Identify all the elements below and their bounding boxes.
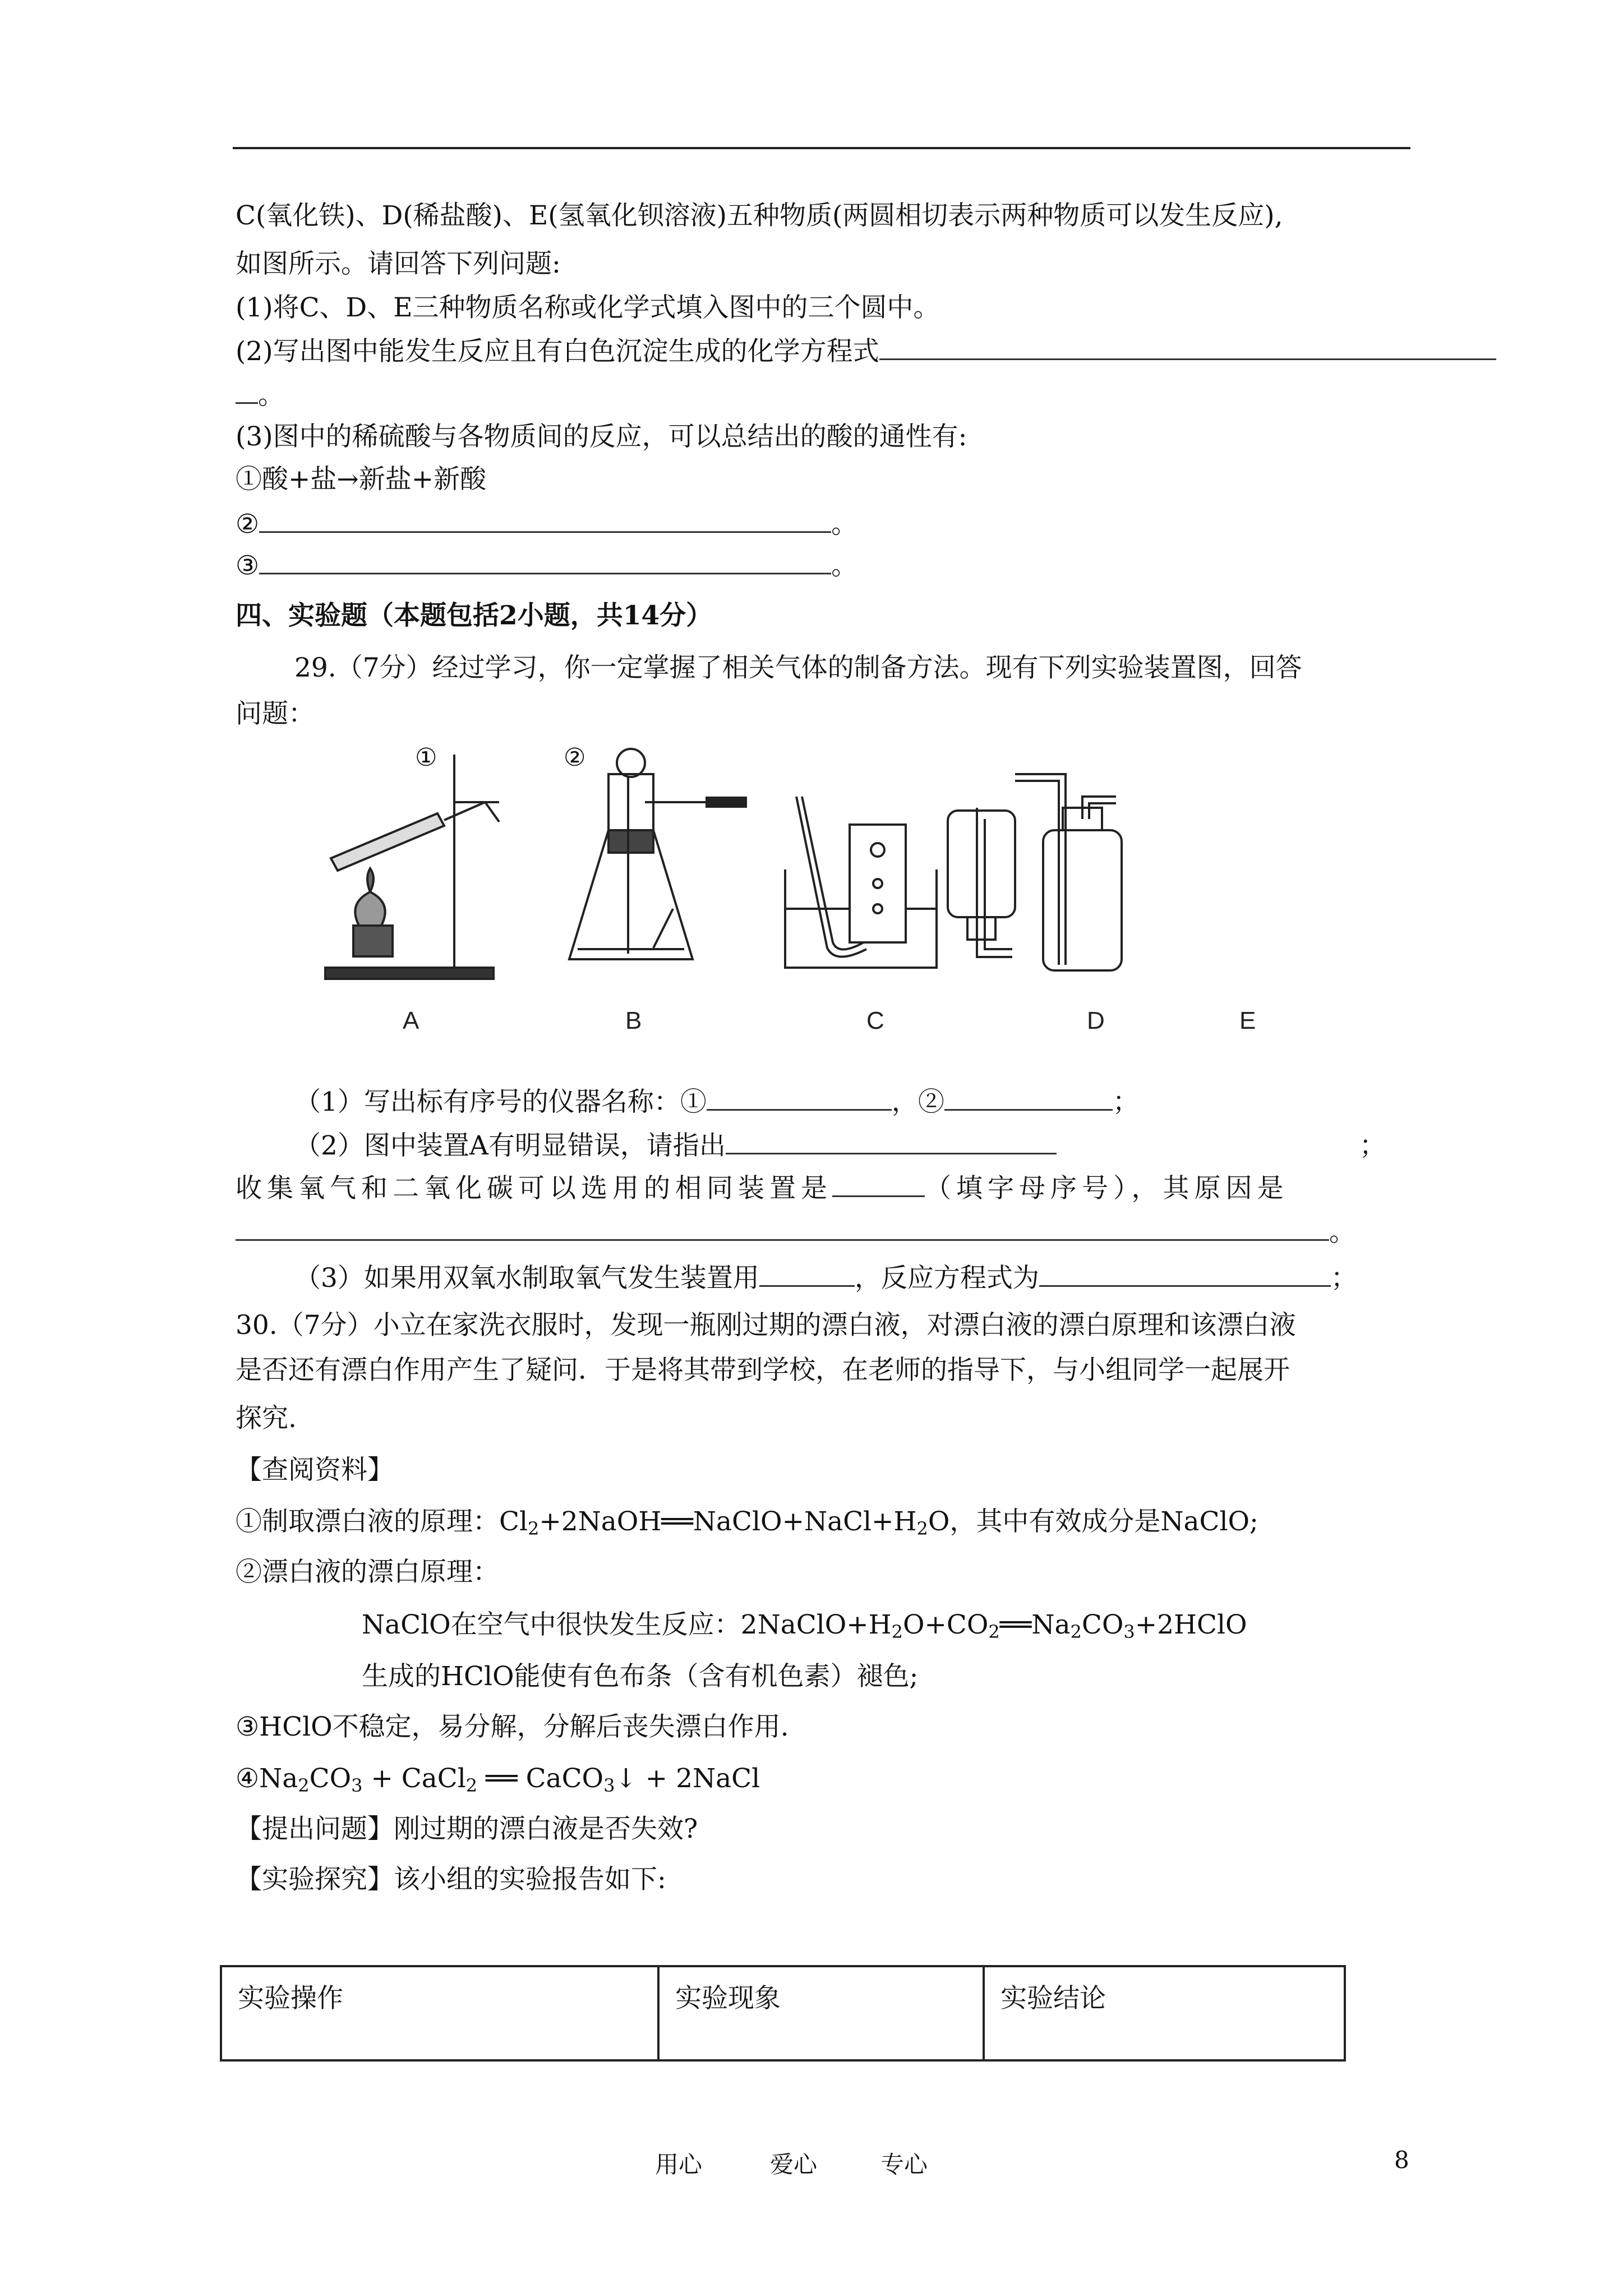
text-line: （3）如果用双氧水制取氧气发生装置用 ，反应方程式为 ； (294, 1260, 1357, 1297)
header-rule (233, 147, 1410, 149)
text-line: 探究. (236, 1403, 297, 1434)
text-line: 【提出问题】刚过期的漂白液是否失效? (236, 1814, 698, 1844)
text-line: C(氧化铁)、D(稀盐酸)、E(氢氧化钡溶液)五种物质(两圆相切表示两种物质可以发生反应), (236, 200, 1283, 231)
instrument-marker-2: ② (564, 743, 586, 772)
answer-blank[interactable] (726, 1128, 1057, 1154)
footer-motto: 用心 (655, 2151, 703, 2178)
text-line: （2）图中装置A有明显错误，请指出 ； (294, 1128, 1386, 1165)
text-line: 29.（7分）经过学习，你一定掌握了相关气体的制备方法。现有下列实验装置图，回答 (294, 652, 1302, 683)
text-line: ①制取漂白液的原理：$Cl_2+2NaOH══NaClO+NaCl+H_2O$，其中有效成分是NaClO; (236, 1506, 1258, 1539)
text-line: $④Na_2CO_3$ + CaCl$_2$ ══ CaCO$_3$↓ + 2NaCl (236, 1763, 760, 1796)
text-line: (1)将C、D、E三种物质名称或化学式填入图中的三个圆中。 (236, 292, 940, 323)
footer-motto: 爱心 (770, 2151, 818, 2178)
answer-blank[interactable] (259, 507, 831, 533)
answer-blank[interactable] (236, 1214, 1329, 1241)
answer-blank[interactable] (759, 1260, 855, 1287)
figure-label-c: C (866, 1007, 884, 1034)
text-line: 如图所示。请回答下列问题: (236, 249, 561, 279)
text-line: ② 。 (236, 506, 857, 543)
text-line: 【实验探究】该小组的实验报告如下: (236, 1864, 666, 1895)
section-heading: 四、实验题（本题包括2小题，共14分） (236, 600, 713, 631)
answer-blank[interactable] (879, 334, 1496, 360)
apparatus-diagram (314, 740, 1301, 1055)
text-line: 收集氧气和二氧化碳可以选用的相同装置是 （填字母序号），其原因是 (236, 1170, 1289, 1207)
text-line: 生成的HClO能使有色布条（含有机色素）褪色; (362, 1661, 919, 1692)
figure-label-a: A (403, 1007, 419, 1034)
answer-blank[interactable] (1039, 1260, 1331, 1287)
table-header-row (221, 1966, 1345, 2060)
figure-label-d: D (1087, 1007, 1105, 1034)
table-header-cell: 实验现象 (658, 1966, 984, 2060)
answer-blank[interactable] (832, 1171, 925, 1197)
answer-blank[interactable] (259, 548, 831, 574)
text-line: ①酸+盐→新盐+新酸 (236, 464, 487, 495)
footer-motto: 专心 (880, 2151, 928, 2178)
text-line: 。 (236, 377, 284, 414)
table-header-cell: 实验结论 (984, 1966, 1345, 2060)
text-line: （1）写出标有序号的仪器名称：① ，② ； (294, 1084, 1139, 1121)
experiment-report-table (220, 1965, 1346, 2062)
text-line: NaClO在空气中很快发生反应：$2NaClO+H_2O+CO_2══Na_2CO_3+2HClO$ (362, 1609, 1247, 1642)
text-line: (3)图中的稀硫酸与各物质间的反应，可以总结出的酸的通性有: (236, 421, 967, 452)
answer-blank[interactable] (236, 378, 258, 404)
table-header-cell: 实验操作 (221, 1966, 658, 2060)
text-line: ②漂白液的漂白原理： (236, 1557, 499, 1588)
text-line: ③HClO不稳定，易分解，分解后丧失漂白作用. (236, 1711, 789, 1742)
figure-label-b: B (625, 1007, 642, 1034)
figure-label-e: E (1239, 1007, 1256, 1034)
text-line: 【查阅资料】 (236, 1455, 394, 1485)
text-line: ③ 。 (236, 547, 857, 585)
text-line: 问题： (236, 698, 315, 729)
text-line (236, 333, 1496, 370)
text-line: 是否还有漂白作用产生了疑问．于是将其带到学校，在老师的指导下，与小组同学一起展开 (236, 1355, 1290, 1386)
apparatus-figure (314, 740, 1301, 1055)
instrument-marker-1: ① (415, 743, 437, 772)
text-line: 。 (236, 1214, 1355, 1251)
answer-blank[interactable] (707, 1084, 892, 1111)
question-text: (2)写出图中能发生反应且有白色沉淀生成的化学方程式 (236, 336, 879, 367)
answer-blank[interactable] (944, 1084, 1113, 1111)
page-number: 8 (1394, 2146, 1409, 2174)
text-line: 30.（7分）小立在家洗衣服时，发现一瓶刚过期的漂白液，对漂白液的漂白原理和该漂白液 (236, 1310, 1296, 1341)
